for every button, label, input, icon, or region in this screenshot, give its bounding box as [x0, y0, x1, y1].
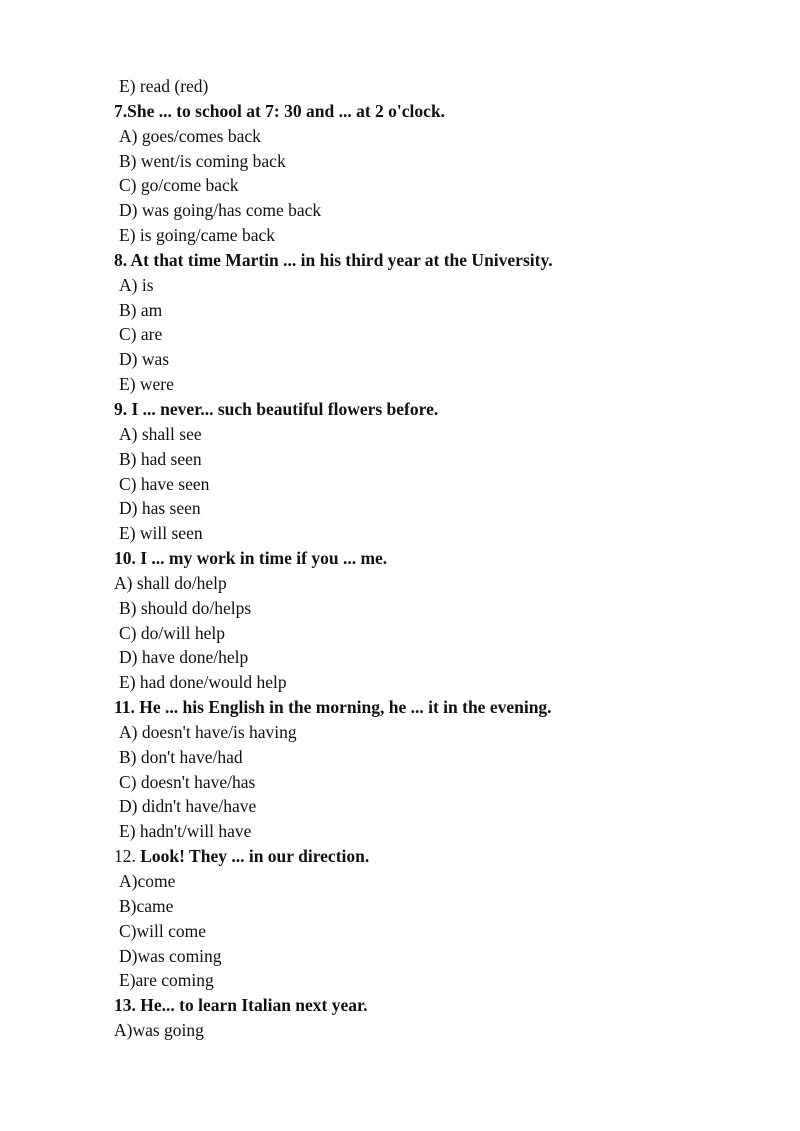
answer-option: B) don't have/had — [119, 746, 243, 767]
answer-option: B)came — [119, 895, 174, 916]
answer-option: C) do/will help — [119, 622, 225, 643]
answer-option: E) is going/came back — [119, 225, 275, 246]
answer-option: D) have done/help — [119, 647, 249, 668]
answer-option: B) went/is coming back — [119, 150, 286, 171]
answer-option: C) go/come back — [119, 175, 239, 196]
answer-option: A) goes/comes back — [119, 125, 261, 146]
answer-option: A) shall see — [119, 423, 202, 444]
answer-option: C) have seen — [119, 473, 210, 494]
answer-option: A) shall do/help — [114, 572, 227, 593]
answer-option: D) has seen — [119, 498, 201, 519]
answer-option: E) read (red) — [119, 76, 209, 96]
question-8: 8. At that time Martin ... in his third year at the University. — [114, 249, 553, 270]
question-11: 11. He ... his English in the morning, he ... it in the evening. — [114, 697, 552, 718]
answer-option: E)are coming — [119, 970, 214, 991]
answer-option: C)will come — [119, 920, 206, 941]
question-10: 10. I ... my work in time if you ... me. — [114, 548, 388, 569]
answer-option: D) was going/has come back — [119, 200, 322, 221]
answer-option: C) doesn't have/has — [119, 771, 256, 792]
answer-option: A)come — [119, 871, 176, 891]
question-12-text: Look! They ... in our direction. — [135, 846, 370, 867]
answer-option: E) had done/would help — [119, 672, 287, 693]
answer-option: B) am — [119, 299, 163, 320]
answer-option: E) will seen — [119, 523, 203, 544]
answer-option: C) are — [119, 324, 163, 345]
question-12 — [0, 844, 800, 869]
question-12-number: 12. — [114, 846, 136, 867]
question-9: 9. I ... never... such beautiful flowers before. — [114, 398, 439, 419]
answer-option: D)was coming — [119, 945, 222, 966]
answer-option: E) hadn't/will have — [119, 821, 252, 842]
answer-option: B) should do/helps — [119, 597, 252, 618]
answer-option: A) doesn't have/is having — [119, 721, 297, 742]
answer-option: E) were — [119, 374, 174, 395]
answer-option: D) didn't have/have — [119, 796, 257, 817]
answer-option: A)was going — [114, 1020, 204, 1041]
document-page — [0, 74, 800, 1043]
answer-option: D) was — [119, 349, 170, 370]
question-7: 7.She ... to school at 7: 30 and ... at 2 o'clock. — [114, 100, 446, 121]
answer-option: A) is — [119, 274, 154, 295]
answer-option: B) had seen — [119, 448, 202, 469]
question-13: 13. He... to learn Italian next year. — [114, 995, 368, 1016]
